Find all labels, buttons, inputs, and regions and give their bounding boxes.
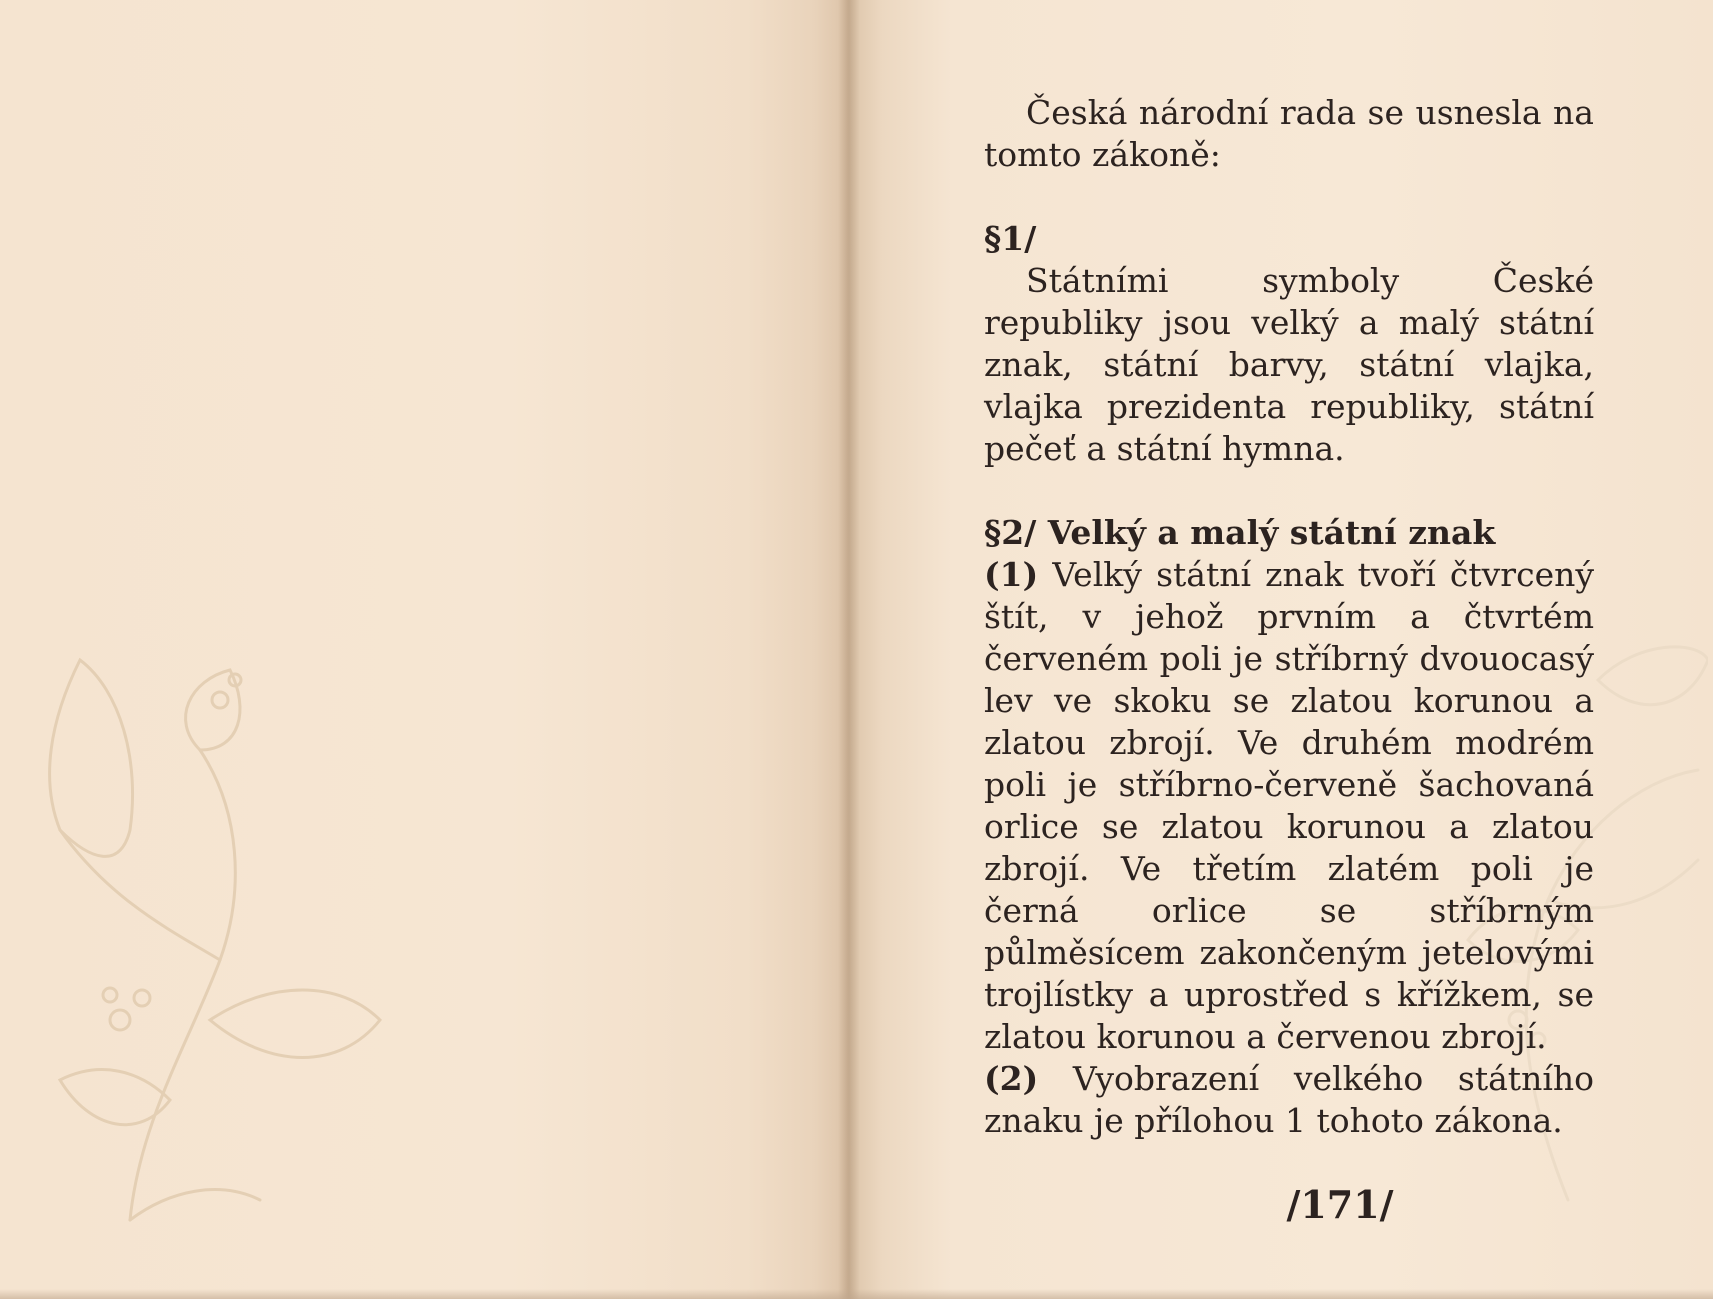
item-number: (1) [984,555,1039,594]
law-text [984,92,1594,1142]
spacer [984,176,1594,218]
item-text: Velký státní znak tvoří čtvrcený štít, v jehož prvním a čtvrtém červeném poli je stříbrný dvouocasý lev ve skoku se zlatou korunou a zlatou zbrojí. Ve druhém modrém poli je stříbrno-červeně šachovaná orlice se zlatou korunou a zlatou zbrojí. Ve třetím zlatém poli je černá orlice se stříbrným půlměsícem zakončeným jetelovými trojlístky a uprostřed s křížkem, se zlatou korunou a červenou zbrojí. [984,555,1594,1056]
spacer [984,470,1594,512]
section-2-item-2 [984,1058,1594,1142]
section-2-heading: §2/ Velký a malý státní znak [984,513,1496,552]
section-1-heading: §1/ [984,219,1037,258]
left-page [0,0,848,1299]
section-1-text: Státními symboly České republiky jsou velký a malý státní znak, státní barvy, státní vlajka, vlajka prezidenta republiky, státní pečeť a státní hymna. [984,261,1594,468]
book-gutter [838,0,860,1299]
intro-paragraph: Česká národní rada se usnesla na tomto zákoně: [984,93,1594,174]
page-bottom-edge [0,1289,1713,1299]
item-text: Vyobrazení velkého státního znaku je přílohou 1 tohoto zákona. [984,1059,1594,1140]
floral-ornament-left [20,600,420,1240]
section-2-item-1 [984,554,1594,1058]
item-number: (2) [984,1059,1039,1098]
page-number: /171/ [1286,1182,1394,1227]
